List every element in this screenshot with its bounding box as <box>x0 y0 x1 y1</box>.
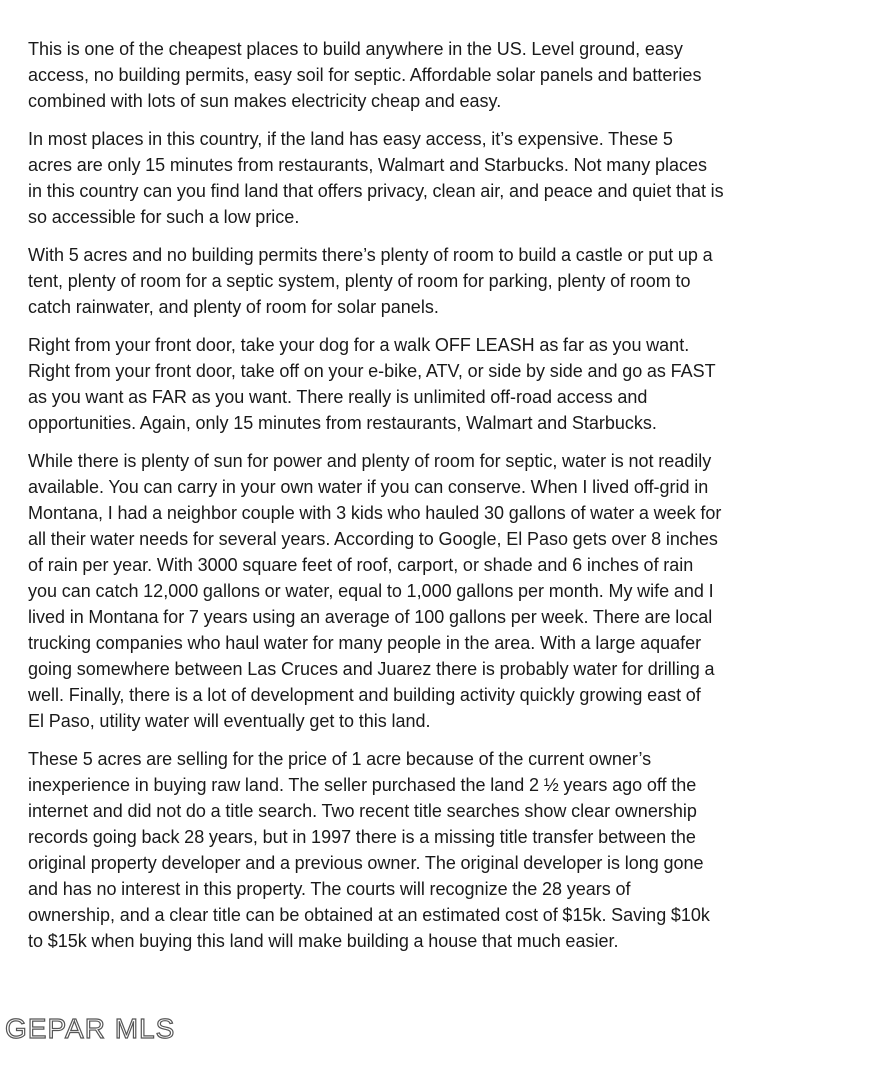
listing-description <box>28 36 828 966</box>
paragraph-location-access: In most places in this country, if the land has easy access, it’s expensive. These 5 acres are only 15 minutes from restaurants, Walmart and Starbucks. Not many places in this country can you find land that offers privacy, clean air, and peace and quiet that is so accessible for such a low price. <box>28 129 724 227</box>
paragraph-water: While there is plenty of sun for power and plenty of room for septic, water is not readily available. You can carry in your own water if you can conserve. When I lived off-grid in Montana, I had a neighbor couple with 3 kids who hauled 30 gallons of water a week for all their water needs for several years. According to Google, El Paso gets over 8 inches of rain per year. With 3000 square feet of roof, carport, or shade and 6 inches of rain you can catch 12,000 gallons or water, equal to 1,000 gallons per month. My wife and I lived in Montana for 7 years using an average of 100 gallons per week. There are local trucking companies who haul water for many people in the area. With a large aquafer going somewhere between Las Cruces and Juarez there is probably water for drilling a well. Finally, there is a lot of development and building activity quickly growing east of El Paso, utility water will eventually get to this land. <box>28 451 722 731</box>
paragraph-cost-overview: This is one of the cheapest places to build anywhere in the US. Level ground, easy access, no building permits, easy soil for septic. Affordable solar panels and batteries combined with lots of sun makes electricity cheap and easy. <box>28 39 702 111</box>
paragraph-title-pricing: These 5 acres are selling for the price of 1 acre because of the current owner’s inexperience in buying raw land. The seller purchased the land 2 ½ years ago off the internet and did not do a title search. Two recent title searches show clear ownership records going back 28 years, but in 1997 there is a missing title transfer between the original property developer and a previous owner. The original developer is long gone and has no interest in this property. The courts will recognize the 28 years of ownership, and a clear title can be obtained at an estimated cost of $15k. Saving $10k to $15k when buying this land will make building a house that much easier. <box>28 749 710 951</box>
paragraph-room-to-build: With 5 acres and no building permits there’s plenty of room to build a castle or put up a tent, plenty of room for a septic system, plenty of room for parking, plenty of room to catch rainwater, and plenty of room for solar panels. <box>28 245 713 317</box>
paragraph-recreation: Right from your front door, take your dog for a walk OFF LEASH as far as you want. Right from your front door, take off on your e-bike, ATV, or side by side and go as FAST as you want as FAR as you want. There really is unlimited off-road access and opportunities. Again, only 15 minutes from restaurants, Walmart and Starbucks. <box>28 335 716 433</box>
mls-watermark: GEPAR MLS <box>5 1013 176 1044</box>
